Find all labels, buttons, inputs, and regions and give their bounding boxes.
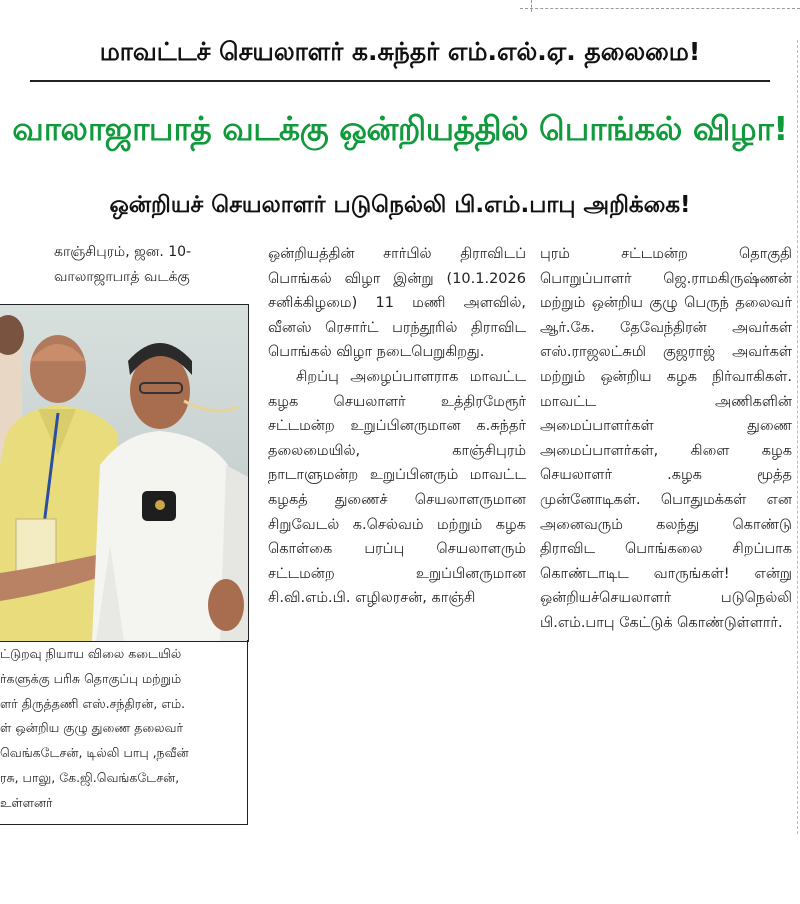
caption-line: உள்ளனர் bbox=[0, 794, 53, 810]
caption-line: ரசு, பாலு, கே.ஜி.வெங்கடேசன், bbox=[0, 769, 180, 785]
cut-border-right bbox=[797, 40, 798, 834]
sub-headline: ஒன்றியச் செயலாளர் படுநெல்லி பி.எம்.பாபு அறிக்கை! bbox=[109, 192, 691, 218]
caption-line: வெங்கடேசன், டில்லி பாபு ,நவீன் bbox=[0, 745, 189, 761]
cut-border-corner bbox=[531, 0, 532, 12]
main-headline: வாலாஜாபாத் வடக்கு ஒன்றியத்தில் பொங்கல் விழா! bbox=[12, 109, 788, 148]
dateline: காஞ்சிபுரம், ஜன. 10- bbox=[54, 244, 192, 260]
cut-border-top bbox=[520, 8, 800, 9]
article-paragraph: ஒன்றியத்தின் சார்பில் திராவிடப் பொங்கல் விழா இன்று (10.1.2026 சனிக்கிழமை) 11 மணி அளவில், வீனஸ் ரெசார்ட் பரந்தூரில் திராவிட பொங்கல் விழா நடைபெறுகிறது. bbox=[268, 246, 526, 361]
column-1-text bbox=[0, 240, 248, 289]
article-paragraph: சிறப்பு அழைப்பாளராக மாவட்ட கழக செயலாளர் உத்திரமேரூர் சட்டமன்ற உறுப்பினருமான க.சுந்தர் தலைமையில், காஞ்சிபுரம் நாடாளுமன்ற உறுப்பினரும் மாவட்ட கழகத் துணைச் செயலாளருமான சிறுவேடல் க.செல்வம் மற்றும் கழக கொள்கை பரப்பு செயலாளரும் சட்டமன்ற உறுப்பினருமான சி.வி.எம்.பி. எழிலரசன், காஞ்சி bbox=[268, 368, 526, 607]
column-1-line: வாலாஜாபாத் வடக்கு bbox=[54, 268, 190, 285]
caption-line: ளர் திருத்தணி எஸ்.சந்திரன், எம். bbox=[0, 695, 186, 711]
column-2 bbox=[268, 242, 526, 611]
caption-line: ள் ஒன்றிய குழு துணை தலைவர் bbox=[0, 720, 184, 736]
photo-illustration bbox=[0, 305, 248, 641]
caption-line: ட்டுறவு நியாய விலை கடையில் bbox=[0, 646, 182, 661]
column-3 bbox=[540, 242, 792, 636]
photo-caption bbox=[0, 640, 248, 825]
caption-line: ர்களுக்கு பரிசு தொகுப்பு மற்றும் bbox=[0, 670, 182, 686]
kicker-headline: மாவட்டச் செயலாளர் க.சுந்தர் எம்.எல்.ஏ. தலைமை! bbox=[99, 37, 701, 66]
article-paragraph: புரம் சட்டமன்ற தொகுதி பொறுப்பாளர் ஜெ.ராமகிருஷ்ணன் மற்றும் ஒன்றிய குழு பெருந் தலைவர் ஆர்.கே. தேவேந்திரன் அவர்கள் எஸ்.ராஜலட்சுமி குஜராஜ் அவர்கள் மற்றும் ஒன்றிய கழக நிர்வாகிகள். மாவட்ட அணிகளின் அமைப்பாளர்கள் துணை அமைப்பாளர்கள், கிளை கழக செயலாளர் .கழக மூத்த முன்னோடிகள். பொதுமக்கள் என அனைவரும் கலந்து கொண்டு திராவிட பொங்கலை சிறப்பாக கொண்டாடிட வாருங்கள்! என்று ஒன்றியச்செயலாளர் படுநெல்லி பி.எம்.பாபு கேட்டுக் கொண்டுள்ளார். bbox=[540, 246, 792, 631]
news-photo bbox=[0, 304, 249, 642]
headline-rule bbox=[30, 80, 770, 82]
